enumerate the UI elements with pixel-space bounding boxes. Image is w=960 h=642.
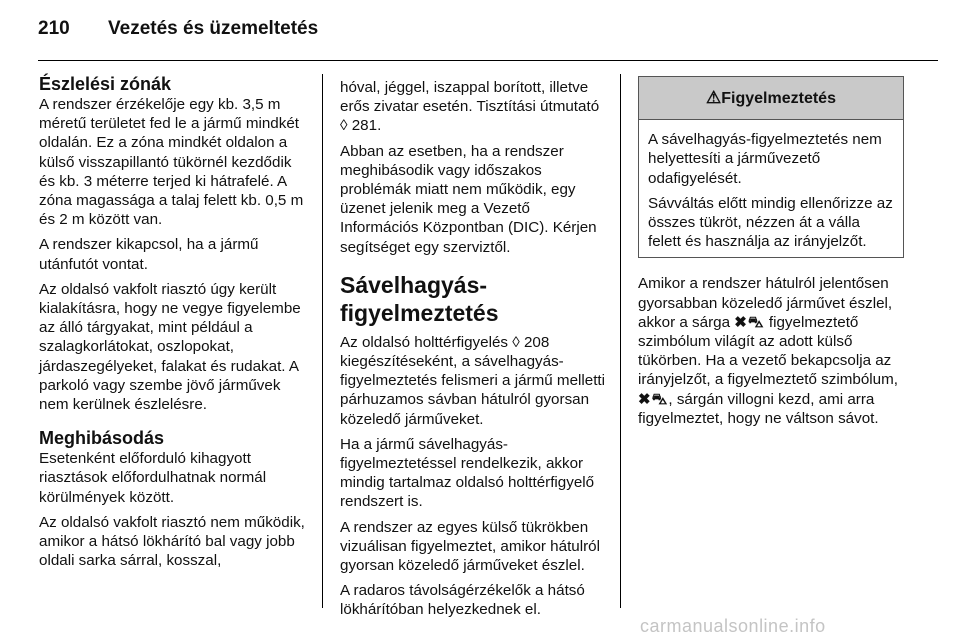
warning-body — [639, 120, 903, 257]
paragraph: A rendszer kikapcsol, ha a jármű utánfutót vontat. — [39, 236, 259, 273]
paragraph — [638, 274, 904, 428]
paragraph: Ha a jármű sávelhagyás-figyelmeztetéssel rendelkezik, akkor mindig tartalmaz oldalsó holttérfigyelő rendszert is. — [340, 435, 595, 511]
paragraph: Az oldalsó vakfolt riasztó nem működik, amikor a hátsó lökhárító bal vagy jobb oldali sarka sárral, kosszal, — [39, 513, 305, 570]
page-header — [38, 18, 318, 40]
paragraph: Az oldalsó vakfolt riasztó úgy került kialakításra, hogy ne vegye figyelembe az álló tárgyakat, mint például a szalagkorlátokat, oszlopokat, járdaszegélyeket, falakat és rudakat. A parkoló vagy szembe jövő járművek nem kerülnek észlelésre. — [39, 280, 301, 414]
column-divider — [620, 74, 621, 608]
lane-change-warning-icon: ✖⛍ — [734, 313, 765, 331]
paragraph: Az oldalsó holttérfigyelés ◊ 208 kiegészítéseként, a sávelhagyás-figyelmeztetés felismeri a jármű melletti párhuzamos sávban hátulról gyorsan közeledő járműveket. — [340, 333, 606, 428]
header-rule — [38, 60, 938, 61]
paragraph: A radaros távolságérzékelők a hátsó lökhárítóban helyezkednek el. — [340, 582, 585, 619]
paragraph: Abban az esetben, ha a rendszer meghibásodik vagy időszakos problémák miatt nem működik, egy üzenet jelenik meg a Vezető Információs Központban (DIC). Kérjen segítséget egy szerviztől. — [340, 142, 597, 256]
warning-triangle-icon: ⚠ — [706, 88, 722, 107]
column-right — [638, 76, 904, 434]
paragraph-part: figyelmeztető szimbólum világít az adott külső tükörben. Ha a vezető bekapcsolja az irányjelzőt, a figyelmeztető szimbólum, — [638, 313, 898, 389]
warning-title: Figyelmeztetés — [721, 90, 836, 107]
section-title: Vezetés és üzemeltetés — [108, 18, 319, 39]
paragraph: A rendszer érzékelője egy kb. 3,5 m méretű területet fed le a jármű mindkét oldalán. Ez a zóna mindkét oldalon a külső visszapillantó tükörnél kezdődik és kb. 3 méterre terjed ki hátrafelé. A zóna magassága a talaj felett kb. 0,5 m és 2 m között van. — [39, 96, 304, 229]
warning-text: Sávváltás előtt mindig ellenőrizze az összes tükröt, nézzen át a válla felett és használja az irányjelzőt. — [648, 194, 893, 251]
heading-fault: Meghibásodás — [39, 428, 165, 449]
column-divider — [322, 74, 323, 608]
column-left — [39, 74, 307, 576]
paragraph-part: , sárgán villogni kezd, ami arra figyelmeztet, hogy ne váltson sávot. — [638, 390, 879, 427]
paragraph-part: Amikor a rendszer hátulról jelentősen gyorsabban közeledő járművet észlel, akkor a sárga — [638, 275, 893, 331]
warning-text: A sávelhagyás-figyelmeztetés nem helyettesíti a járművezető odafigyelését. — [648, 131, 882, 187]
lane-change-warning-icon: ✖⛍ — [638, 390, 669, 408]
page-number: 210 — [38, 18, 70, 39]
paragraph: Esetenként előforduló kihagyott riasztások előfordulhatnak normál körülmények között. — [39, 450, 267, 506]
heading-detection-zones: Észlelési zónák — [39, 74, 172, 94]
heading-lane-departure: Sávelhagyás-figyelmeztetés — [340, 271, 499, 326]
paragraph: A rendszer az egyes külső tükrökben vizuálisan figyelmeztet, amikor hátulról gyorsan közeledő járműveket észlel. — [340, 518, 600, 575]
warning-header — [639, 77, 903, 120]
watermark: carmanualsonline.info — [640, 616, 826, 636]
paragraph: hóval, jéggel, iszappal borított, illetve erős zivatar esetén. Tisztítási útmutató ◊ 281. — [340, 79, 600, 135]
column-middle — [340, 78, 608, 626]
warning-box — [638, 76, 904, 258]
